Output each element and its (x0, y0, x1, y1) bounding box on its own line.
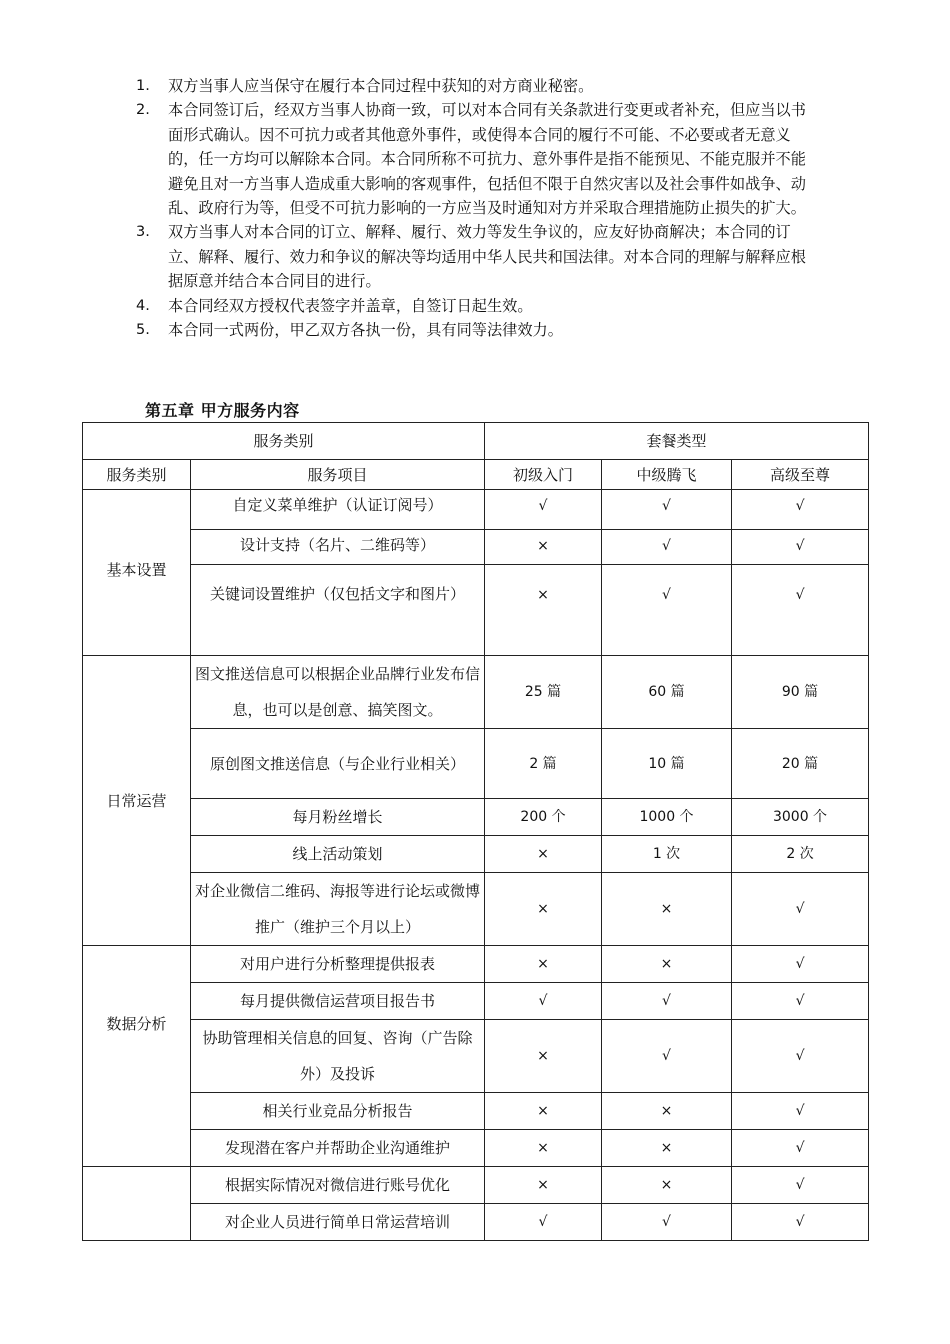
package-mid-cell: √ (602, 565, 732, 656)
service-item-cell: 对企业人员进行简单日常运营培训 (191, 1204, 485, 1241)
subheader-package-mid: 中级腾飞 (602, 460, 732, 490)
table-subheader-row (83, 460, 869, 490)
clause-text: 双方当事人应当保守在履行本合同过程中获知的对方商业秘密。 (168, 77, 594, 95)
service-item-cell: 相关行业竞品分析报告 (191, 1093, 485, 1130)
clause-number: 3. (136, 224, 150, 241)
table-row (83, 530, 869, 565)
package-mid-cell: 1 次 (602, 836, 732, 873)
service-item-cell: 原创图文推送信息（与企业行业相关） (191, 729, 485, 799)
header-service-category: 服务类别 (83, 423, 485, 460)
service-item-cell: 根据实际情况对微信进行账号优化 (191, 1167, 485, 1204)
package-top-cell: √ (732, 1130, 869, 1167)
service-item-cell: 设计支持（名片、二维码等） (191, 530, 485, 565)
package-mid-cell: 60 篇 (602, 656, 732, 729)
package-mid-cell: × (602, 1130, 732, 1167)
service-item-cell: 图文推送信息可以根据企业品牌行业发布信息，也可以是创意、搞笑图文。 (191, 656, 485, 729)
subheader-service-item: 服务项目 (191, 460, 485, 490)
table-row (83, 729, 869, 799)
package-top-cell: 2 次 (732, 836, 869, 873)
service-item-cell: 对用户进行分析整理提供报表 (191, 946, 485, 983)
clause-item (130, 98, 820, 220)
package-basic-cell: × (485, 946, 602, 983)
package-mid-cell: 1000 个 (602, 799, 732, 836)
table-row (83, 1020, 869, 1093)
table-header-row (83, 423, 869, 460)
package-basic-cell: × (485, 836, 602, 873)
service-item-cell: 每月粉丝增长 (191, 799, 485, 836)
package-top-cell: √ (732, 1167, 869, 1204)
table-row (83, 490, 869, 530)
package-top-cell: √ (732, 1020, 869, 1093)
clause-item (130, 318, 820, 342)
clause-item (130, 294, 820, 318)
package-mid-cell: √ (602, 1204, 732, 1241)
package-basic-cell: √ (485, 1204, 602, 1241)
service-item-cell: 每月提供微信运营项目报告书 (191, 983, 485, 1020)
package-mid-cell: × (602, 946, 732, 983)
package-basic-cell: 200 个 (485, 799, 602, 836)
subheader-package-top: 高级至尊 (732, 460, 869, 490)
package-basic-cell: × (485, 530, 602, 565)
package-basic-cell: × (485, 1093, 602, 1130)
service-item-cell: 协助管理相关信息的回复、咨询（广告除外）及投诉 (191, 1020, 485, 1093)
service-item-cell: 自定义菜单维护（认证订阅号） (191, 490, 485, 530)
chapter-title: 第五章 甲方服务内容 (145, 401, 300, 420)
service-item-cell: 关键词设置维护（仅包括文字和图片） (191, 565, 485, 656)
table-row (83, 1204, 869, 1241)
clause-text: 双方当事人对本合同的订立、解释、履行、效力等发生争议的，应友好协商解决；本合同的订立、解释、履行、效力和争议的解决等均适用中华人民共和国法律。对本合同的理解与解释应根据原意并结合本合同目的进行。 (168, 223, 806, 291)
clause-item (130, 74, 820, 98)
table-row (83, 873, 869, 946)
header-package-type: 套餐类型 (485, 423, 869, 460)
table-row (83, 836, 869, 873)
package-mid-cell: 10 篇 (602, 729, 732, 799)
table-row (83, 565, 869, 656)
package-mid-cell: √ (602, 983, 732, 1020)
clause-number: 2. (136, 102, 150, 119)
table-row (83, 946, 869, 983)
table-row (83, 1093, 869, 1130)
package-top-cell: 90 篇 (732, 656, 869, 729)
service-category-cell (83, 1167, 191, 1241)
package-mid-cell: × (602, 1167, 732, 1204)
service-category-cell: 基本设置 (83, 490, 191, 656)
clause-text: 本合同一式两份，甲乙双方各执一份，具有同等法律效力。 (168, 321, 563, 340)
clause-number: 1. (136, 78, 150, 94)
clause-text: 本合同签订后，经双方当事人协商一致，可以对本合同有关条款进行变更或者补充，但应当以书面形式确认。因不可抗力或者其他意外事件，或使得本合同的履行不可能、不必要或者无意义的，任一方均可以解除本合同。本合同所称不可抗力、意外事件是指不能预见、不能克服并不能避免且对一方当事人造成重大影响的客观事件，包括但不限于自然灾害以及社会事件如战争、动乱、政府行为等，但受不可抗力影响的一方应当及时通知对方并采取合理措施防止损失的扩大。 (168, 101, 806, 218)
package-top-cell: √ (732, 873, 869, 946)
service-category-cell: 日常运营 (83, 656, 191, 946)
package-basic-cell: × (485, 1020, 602, 1093)
package-top-cell: √ (732, 490, 869, 530)
clause-number: 5. (136, 322, 150, 339)
subheader-service-category: 服务类别 (83, 460, 191, 490)
table-row (83, 1130, 869, 1167)
package-top-cell: √ (732, 983, 869, 1020)
package-mid-cell: × (602, 873, 732, 946)
contract-clauses (130, 74, 820, 342)
package-basic-cell: √ (485, 490, 602, 530)
package-top-cell: 20 篇 (732, 729, 869, 799)
package-basic-cell: √ (485, 983, 602, 1020)
package-top-cell: √ (732, 530, 869, 565)
service-item-cell: 发现潜在客户并帮助企业沟通维护 (191, 1130, 485, 1167)
package-basic-cell: 25 篇 (485, 656, 602, 729)
subheader-package-basic: 初级入门 (485, 460, 602, 490)
package-basic-cell: × (485, 873, 602, 946)
package-top-cell: √ (732, 946, 869, 983)
table-row (83, 983, 869, 1020)
package-top-cell: √ (732, 1204, 869, 1241)
table-row (83, 656, 869, 729)
package-mid-cell: √ (602, 1020, 732, 1093)
package-mid-cell: √ (602, 490, 732, 530)
service-item-cell: 线上活动策划 (191, 836, 485, 873)
clause-item (130, 220, 820, 293)
package-mid-cell: √ (602, 530, 732, 565)
service-item-cell: 对企业微信二维码、海报等进行论坛或微博推广（维护三个月以上） (191, 873, 485, 946)
clause-number: 4. (136, 297, 150, 314)
package-basic-cell: × (485, 565, 602, 656)
package-top-cell: 3000 个 (732, 799, 869, 836)
package-basic-cell: × (485, 1167, 602, 1204)
package-top-cell: √ (732, 1093, 869, 1130)
table-row (83, 1167, 869, 1204)
package-basic-cell: × (485, 1130, 602, 1167)
table-row (83, 799, 869, 836)
clause-text: 本合同经双方授权代表签字并盖章，自签订日起生效。 (168, 296, 533, 315)
service-table (82, 422, 869, 1241)
service-category-cell: 数据分析 (83, 946, 191, 1167)
package-top-cell: √ (732, 565, 869, 656)
package-basic-cell: 2 篇 (485, 729, 602, 799)
package-mid-cell: × (602, 1093, 732, 1130)
